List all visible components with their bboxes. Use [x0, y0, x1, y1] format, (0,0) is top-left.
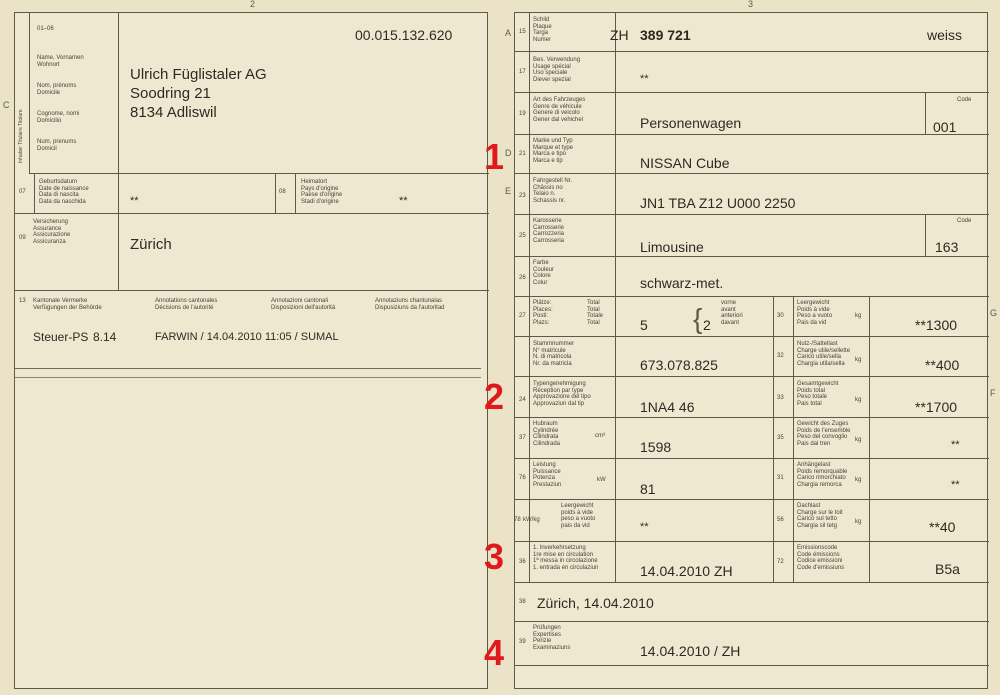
first-reg-num: 36	[519, 559, 526, 565]
emission-num: 72	[777, 559, 784, 565]
inspection-label: Prüfungen Expertises Perizie Examinaziuns	[533, 625, 571, 651]
usage-label: Bes. Verwendung Usage spécial Uso speciale Diever spezial	[533, 57, 581, 83]
seats-brace: {	[693, 303, 703, 334]
birth-value: **	[130, 195, 139, 207]
inspection-value: 14.04.2010 / ZH	[640, 643, 741, 659]
margin-letter-g: G	[990, 308, 998, 318]
name-label-it: Cognome, nomi Domicilio	[37, 111, 80, 124]
marker-2: 2	[484, 376, 505, 417]
seats-total-label: Total Total Totale Total	[587, 300, 604, 326]
empty-weight-num: 30	[777, 313, 784, 319]
remarks-num: 13	[19, 298, 26, 304]
trailer-load-value: **	[951, 479, 960, 491]
usage-value: **	[640, 73, 649, 85]
roof-load-label: Dachlast Charge sur le toit Carico sul tetto Chargia sil tetg	[797, 503, 843, 529]
train-weight-label: Gewicht des Zuges Poids de l'ensemble Peso del convoglio Pais dal tren	[797, 421, 851, 447]
marker-4: 4	[484, 632, 505, 673]
make-label: Marke und Typ Marque et type Marca e tipo Marca e tip	[533, 138, 574, 164]
vehicle-type-value: Personenwagen	[640, 115, 742, 131]
owner-card	[14, 12, 488, 689]
make-num: 21	[519, 151, 526, 157]
total-weight-num: 33	[777, 395, 784, 401]
train-weight-unit: kg	[855, 437, 862, 443]
margin-letter-d: D	[505, 148, 512, 158]
vehicle-type-num: 19	[519, 111, 526, 117]
origin-label: Heimatort Pays d'origine Paese d'origine Stadi d'origine	[301, 179, 343, 205]
chassis-value: JN1 TBA Z12 U000 2250	[640, 195, 796, 211]
total-weight-value: **1700	[915, 399, 958, 415]
payload-value: **400	[925, 357, 960, 373]
roof-load-unit: kg	[855, 519, 862, 525]
page-number-left: 2	[250, 0, 256, 9]
owner-city: 8134 Adliswil	[130, 104, 217, 121]
empty-weight-unit: kg	[855, 313, 862, 319]
power-weight-value: **	[640, 521, 649, 533]
insurance-num: 09	[19, 235, 26, 241]
make-value: NISSAN Cube	[640, 155, 730, 171]
payload-unit: kg	[855, 357, 862, 363]
place-date-value: Zürich, 14.04.2010	[537, 595, 654, 611]
plate-number: 389 721	[640, 27, 691, 43]
plate-label: Schild Plaque Targa Numer	[533, 17, 552, 43]
power-label: Leistung Puissance Potenza Prestaziun	[533, 462, 562, 488]
empty-weight-label: Leergewicht Poids à vide Peso a vuoto Pais da vid	[797, 300, 833, 326]
payload-num: 32	[777, 353, 784, 359]
margin-letter-e: E	[505, 186, 512, 196]
plate-num: 15	[519, 29, 526, 35]
seats-label: Plätze: Places: Posti: Plazs:	[533, 300, 553, 326]
remarks-fr: Annotations cantonales Décisions de l'autorité	[155, 298, 218, 311]
name-label-fr: Nom, prénoms Domicile	[37, 83, 77, 96]
inspection-num: 39	[519, 639, 526, 645]
marker-3: 3	[484, 536, 505, 577]
power-weight-num: 78	[514, 517, 521, 523]
power-weight-unit: kW/kg	[523, 517, 540, 523]
body-num: 25	[519, 233, 526, 239]
insurance-value: Zürich	[130, 236, 172, 253]
total-weight-label: Gesamtgewicht Poids total Peso totale Pais total	[797, 381, 839, 407]
remarks-rm: Annotaziuns chantunalas Dispusiziuns da l'autoritad	[375, 298, 445, 311]
origin-num: 08	[279, 189, 286, 195]
page-number-right: 3	[748, 0, 754, 9]
seats-front-label: vorne avant anteriori davant	[721, 300, 743, 326]
remarks-it: Annotazioni cantonali Disposizioni dell'autorità	[271, 298, 336, 311]
power-unit: kW	[597, 477, 606, 483]
train-weight-value: **	[951, 439, 960, 451]
seats-total: 5	[640, 317, 648, 333]
registry-value: 673.078.825	[640, 357, 718, 373]
body-code: 163	[935, 239, 959, 255]
color-value: schwarz-met.	[640, 275, 724, 291]
power-weight-label: Leergewicht poids à vide peso a vuoto pais da vid	[561, 503, 596, 529]
body-label: Karosserie Carrosserie Carrozzeria Carrosseria	[533, 218, 565, 244]
vehicle-type-code-label: Code	[957, 97, 972, 103]
type-approval-num: 24	[519, 397, 526, 403]
displacement-num: 37	[519, 435, 526, 441]
owner-number: 00.015.132.620	[355, 27, 453, 43]
code-label: 01–06	[37, 26, 54, 32]
owner-street: Soodring 21	[130, 85, 211, 102]
empty-weight-value: **1300	[915, 317, 958, 333]
owner-side-label: Inhaber Titulaire Titolare	[18, 109, 24, 163]
first-reg-value: 14.04.2010 ZH	[640, 563, 733, 579]
origin-value: **	[399, 195, 408, 207]
tax-value: 8.14	[93, 330, 117, 344]
color-num: 26	[519, 275, 526, 281]
marker-1: 1	[484, 136, 505, 177]
approval-text: FARWIN / 14.04.2010 11:05 / SUMAL	[155, 331, 339, 343]
first-reg-label: 1. Inverkehrsetzung 1re mise en circulation 1ª messa in circolazione 1. entrada en circulaziun	[533, 545, 599, 571]
margin-letter-a: A	[505, 28, 512, 38]
power-num: 76	[519, 475, 526, 481]
trailer-load-unit: kg	[855, 477, 862, 483]
remarks-de: Kantonale Vermerke Verfügungen der Behörde	[33, 298, 102, 311]
payload-label: Nutz-/Sattellast Charge utile/sellette Carico utile/sella Chargia utila/sella	[797, 341, 851, 367]
power-value: 81	[640, 481, 656, 497]
seats-num: 27	[519, 313, 526, 319]
emission-label: Emissionscode Code émissions Codice emissioni Code d'emissiuns	[797, 545, 845, 571]
vehicle-card	[514, 12, 988, 689]
vehicle-type-code: 001	[933, 119, 957, 135]
plate-color: weiss	[927, 27, 963, 43]
birth-num: 07	[19, 189, 26, 195]
train-weight-num: 35	[777, 435, 784, 441]
place-date-num: 38	[519, 599, 526, 605]
birth-label: Geburtsdatum Date de naissance Data di nascita Data da naschida	[39, 179, 89, 205]
emission-value: B5a	[935, 561, 960, 577]
usage-num: 17	[519, 69, 526, 75]
insurance-label: Versicherung Assurance Assicurazione Assicuranza	[33, 219, 71, 245]
body-code-label: Code	[957, 218, 972, 224]
tax-label: Steuer-PS	[33, 330, 89, 344]
roof-load-value: **40	[929, 519, 956, 535]
displacement-value: 1598	[640, 439, 672, 455]
registry-label: Stammnummer N° matricule N. di matricola Nr. da matricla	[533, 341, 575, 367]
type-approval-label: Typengenehmigung Réception par type Approvazione del tipo Approvaziun dal tip	[533, 381, 591, 407]
type-approval-value: 1NA4 46	[640, 399, 695, 415]
plate-canton: ZH	[610, 27, 629, 43]
name-label-de: Name, Vornamen Wohnort	[37, 55, 84, 68]
roof-load-num: 56	[777, 517, 784, 523]
body-value: Limousine	[640, 239, 704, 255]
trailer-load-label: Anhängelast Poids remorquable Carico rimorchiato Chargia remorca	[797, 462, 848, 488]
margin-letter-c: C	[3, 100, 10, 110]
total-weight-unit: kg	[855, 397, 862, 403]
seats-front: 2	[703, 317, 711, 333]
margin-letter-f: F	[990, 388, 996, 398]
color-label: Farbe Couleur Colore Colur	[533, 260, 555, 286]
chassis-num: 23	[519, 193, 526, 199]
owner-name: Ulrich Füglistaler AG	[130, 66, 267, 83]
displacement-unit: cm³	[595, 433, 605, 439]
trailer-load-num: 31	[777, 475, 784, 481]
displacement-label: Hubraum Cylindrée Cilindrata Cilindrada	[533, 421, 561, 447]
vehicle-type-label: Art des Fahrzeuges Genre de véhicule Genere di veicolo Gener dal vehichel	[533, 97, 586, 123]
name-label-rm: Num, prenums Domicil	[37, 139, 77, 152]
chassis-label: Fahrgestell Nr. Châssis no Telaio n. Schassis nr.	[533, 178, 573, 204]
